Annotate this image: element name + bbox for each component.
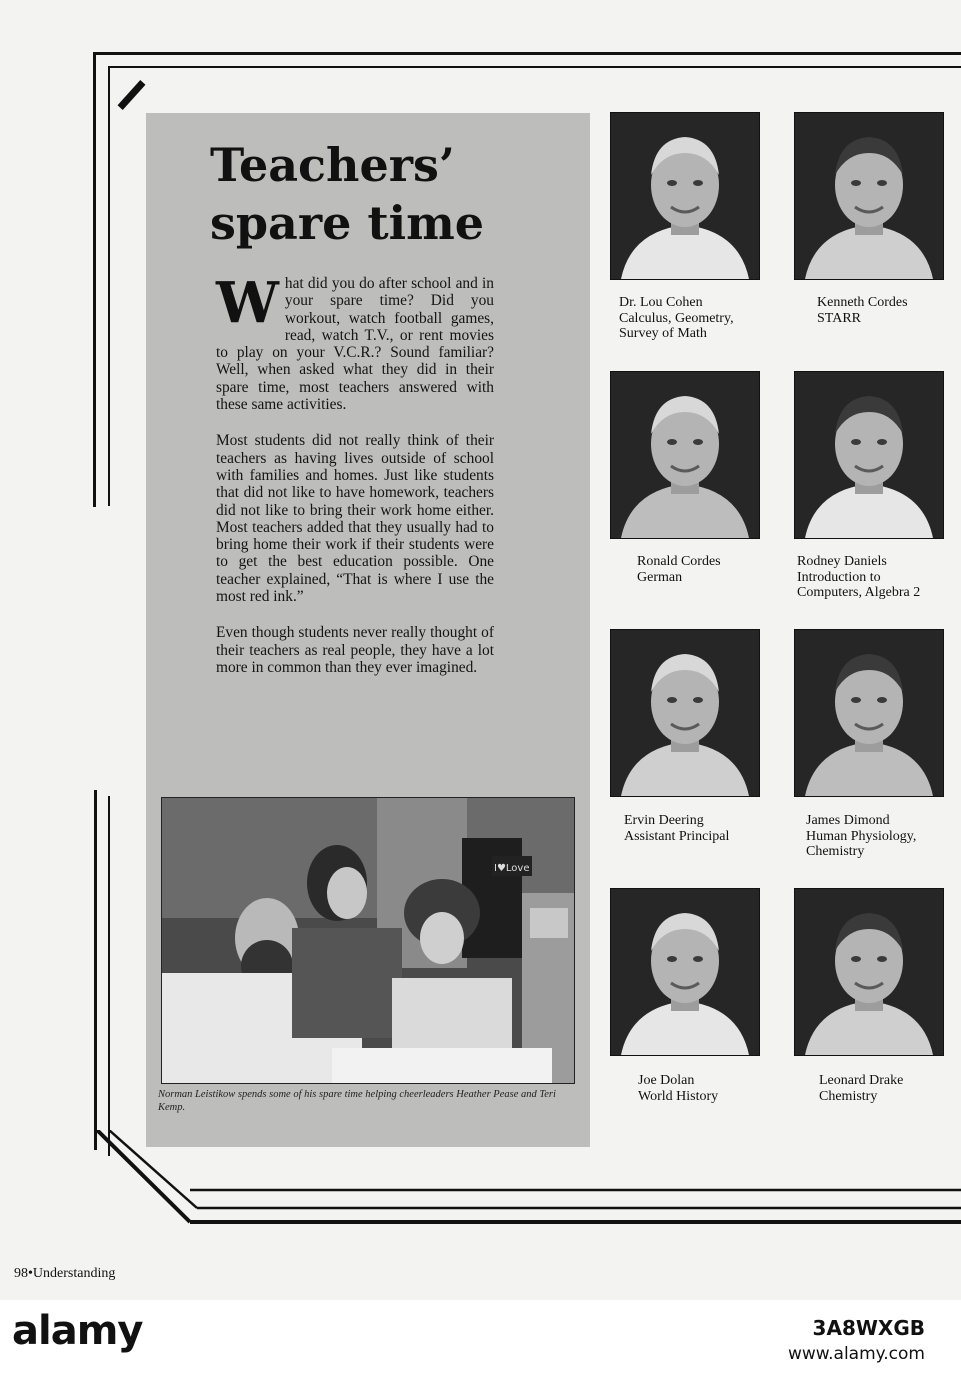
footer-bullet: •: [28, 1266, 33, 1281]
portrait-leonard-drake: [794, 888, 944, 1056]
teacher-label: [624, 813, 774, 844]
section-name: Understanding: [32, 1266, 116, 1281]
teacher-label: [806, 813, 956, 860]
teacher-name: Ronald Cordes: [637, 554, 721, 569]
teacher-name: Rodney Daniels: [797, 554, 887, 569]
photo-caption: Norman Leistikow spends some of his spare time helping cheerleaders Heather Pease and Teri Kemp.: [158, 1089, 556, 1113]
portrait-rodney-daniels: [794, 371, 944, 539]
title-line-1: Teachers’: [210, 138, 455, 192]
teacher-subject: Introduction to: [797, 569, 881, 585]
teacher-subject: German: [637, 569, 683, 585]
teacher-name: James Dimond: [806, 813, 890, 828]
portrait-james-dimond: [794, 629, 944, 797]
paragraph-3: Even though students never really thought of their teachers as real people, they have a lot more in common than they ever imagined.: [216, 624, 494, 676]
teacher-label: [619, 295, 769, 342]
paragraph-2: Most students did not really think of their teachers as having lives outside of school with families and homes. Just like students that did not like to have homework, teachers did not like to bring their work home either. Most teachers added that they usually had to bring home their work if their students were to get the best education possible. One teacher explained, “That is where I use the most red ink.”: [216, 432, 494, 606]
teacher-subject-2: Survey of Math: [619, 326, 707, 341]
paragraph-1-text: hat did you do after school and in your spare time? Did you workout, watch football games, read, watch T.V., or rent movies to play on your V.C.R.? Sound familiar? Well, when asked what they did in their spare time, most teachers answered with these same activities.: [216, 275, 494, 414]
teacher-name: Joe Dolan: [638, 1073, 695, 1088]
teacher-name: Kenneth Cordes: [817, 295, 908, 310]
portrait-ronald-cordes: [610, 371, 760, 539]
teacher-name: Leonard Drake: [819, 1073, 904, 1088]
teacher-subject: Assistant Principal: [624, 828, 730, 844]
page-number: 98: [14, 1266, 28, 1281]
teacher-name: Ervin Deering: [624, 813, 704, 828]
portrait-joe-dolan: [610, 888, 760, 1056]
frame-lower-left-line: [94, 790, 97, 1150]
paragraph-1: [216, 270, 494, 414]
frame-left-line: [93, 52, 96, 507]
frame-lower-left-inner-line: [108, 796, 110, 1156]
teacher-label: [817, 295, 961, 326]
article-body: [216, 270, 494, 695]
page-footer: [14, 1266, 115, 1282]
portrait-lou-cohen: [610, 112, 760, 280]
frame-slash-mark: [118, 80, 146, 110]
sign-text: I♥Love: [494, 863, 530, 874]
teacher-subject: STARR: [817, 310, 862, 326]
watermark-url: www.alamy.com: [787, 1344, 925, 1364]
teacher-label: [638, 1073, 788, 1104]
teacher-subject-2: Chemistry: [806, 844, 865, 859]
title-line-2: spare time: [210, 196, 485, 250]
portrait-kenneth-cordes: [794, 112, 944, 280]
teacher-subject: Chemistry: [819, 1088, 878, 1104]
watermark-image-id: 3A8WXGB: [812, 1316, 925, 1340]
teacher-name: Dr. Lou Cohen: [619, 295, 703, 310]
frame-inner-left-line: [108, 66, 110, 506]
teacher-label: [637, 554, 787, 585]
teacher-subject: Human Physiology,: [806, 828, 917, 844]
frame-top-line: [93, 52, 961, 55]
teacher-subject: World History: [638, 1088, 719, 1104]
teacher-label: [797, 554, 957, 601]
teacher-label: [819, 1073, 961, 1104]
teacher-subject: Calculus, Geometry,: [619, 310, 734, 326]
teacher-subject-2: Computers, Algebra 2: [797, 585, 921, 600]
portrait-ervin-deering: [610, 629, 760, 797]
drop-cap: W: [216, 270, 279, 336]
watermark-logo: alamy: [12, 1308, 143, 1354]
feature-photo: [161, 797, 575, 1084]
frame-inner-top-line: [108, 66, 961, 68]
page-title: [210, 136, 570, 252]
